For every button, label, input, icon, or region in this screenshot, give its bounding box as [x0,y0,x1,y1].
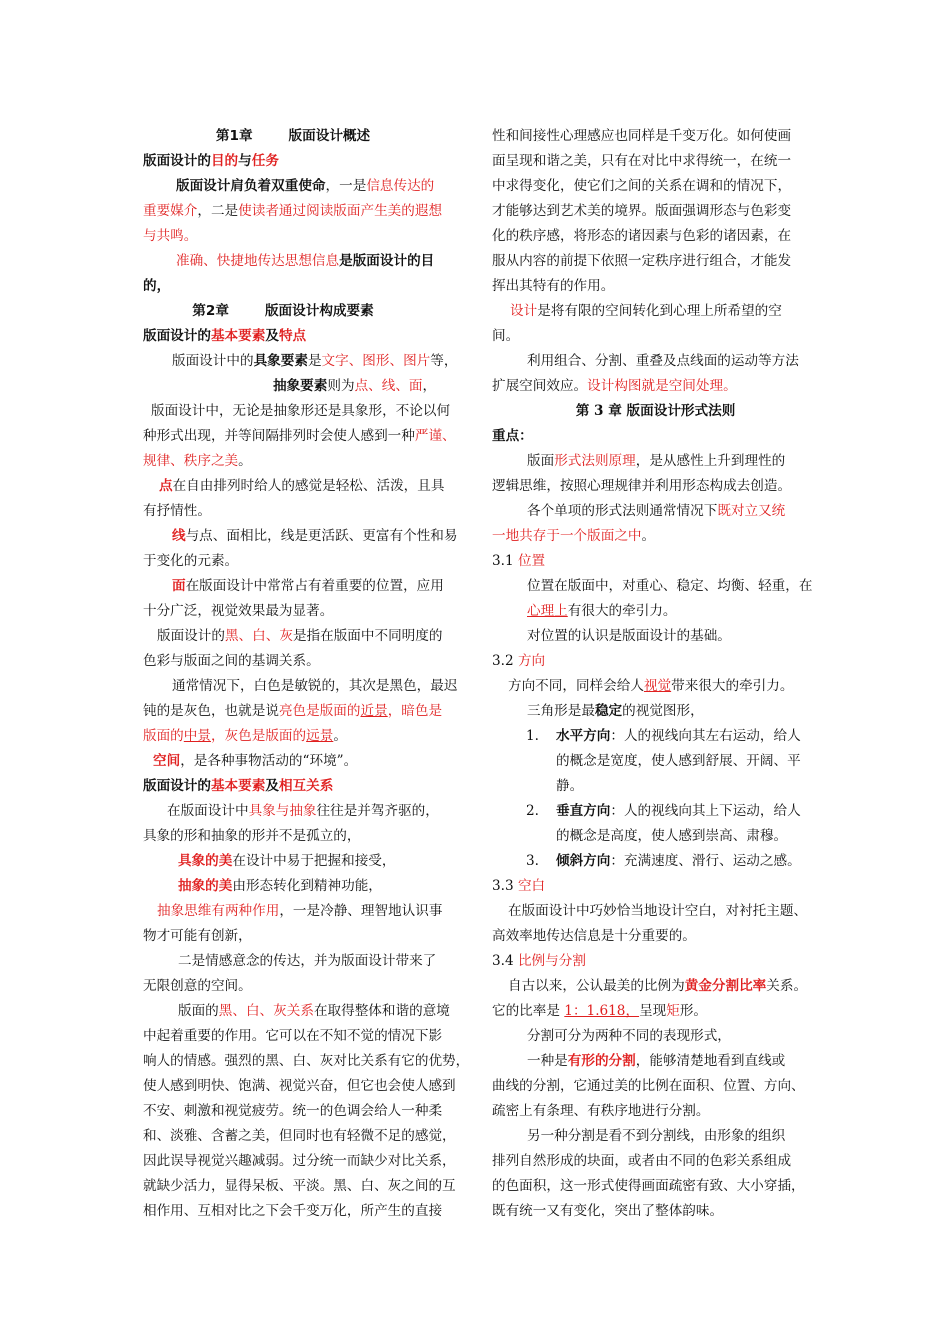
paragraph-line: 版面设计中，无论是抽象形还是具象形，不论以何 [151,403,451,419]
section-3-1-heading: 3.1 位置 [492,553,546,569]
paragraph-line: 中求得变化，使它们之间的关系在调和的情况下， [492,178,792,194]
chapter-2-heading: 第2章 版面设计构成要素 [192,303,374,319]
section-heading-elements: 版面设计的基本要素及特点 [143,328,307,344]
paragraph-line: 无限创意的空间。 [143,978,252,994]
paragraph-line: 通常情况下，白色是敏锐的，其次是黑色，最迟 [172,678,458,694]
paragraph-line: 中起着重要的作用。它可以在不知不觉的情况下影 [143,1028,443,1044]
paragraph-line: 十分广泛，视觉效果最为显著。 [143,603,334,619]
paragraph-line: 性和间接性心理感应也同样是千变万化。如何使画 [492,128,792,144]
paragraph-line: 各个单项的形式法则通常情况下既对立又统 [527,503,786,519]
paragraph-line: 在版面设计中巧妙恰当地设计空白，对衬托主题、 [508,903,808,919]
paragraph-line: 扩展空间效应。设计构图就是空间处理。 [492,378,737,394]
paragraph-line: 版面的中景，灰色是版面的远景。 [143,728,347,744]
paragraph-line: 使人感到明快、饱满、视觉兴奋，但它也会使人感到 [143,1078,456,1094]
list-item: 1. 水平方向：人的视线向其左右运动，给人 的概念是宽度，使人感到舒展、开阔、平 静。 [526,728,801,794]
paragraph-line: 点在自由排列时给人的感觉是轻松、活泼，且具 [159,478,445,494]
paragraph-line: 曲线的分割，它通过美的比例在面积、位置、方向、 [492,1078,805,1094]
paragraph-line: 和、淡雅、含蓄之美，但同时也有轻微不足的感觉， [143,1128,456,1144]
paragraph-line: 高效率地传达信息是十分重要的。 [492,928,696,944]
paragraph-line: 相作用、互相对比之下会千变万化，所产生的直接 [143,1203,443,1219]
paragraph-line: 色彩与版面之间的基调关系。 [143,653,320,669]
paragraph-line: 钝的是灰色，也就是说亮色是版面的近景，暗色是 [143,703,443,719]
paragraph-line: 心理上有很大的牵引力。 [527,603,677,619]
key-points-label: 重点： [492,428,533,444]
paragraph-line: 有抒情性。 [143,503,211,519]
paragraph-line: 间。 [492,328,520,344]
paragraph-line: 版面设计中的具象要素是文字、图形、图片等， [172,353,458,369]
list-item: 3. 倾斜方向：充满速度、滑行、运动之感。 [526,853,801,869]
paragraph-line: 抽象要素则为点、线、面， [273,378,437,394]
list-item: 2. 垂直方向：人的视线向其上下运动，给人 的概念是高度，使人感到崇高、肃穆。 [526,803,801,844]
paragraph-line: 化的秩序感，将形态的诸因素与色彩的诸因素，在 [492,228,792,244]
paragraph-line: 面在版面设计中常常占有着重要的位置，应用 [172,578,444,594]
paragraph-line: 利用组合、分割、重叠及点线面的运动等方法 [527,353,799,369]
paragraph-line: 响人的情感。强烈的黑、白、灰对比关系有它的优势， [143,1053,470,1069]
paragraph-line: 规律、秩序之美。 [143,453,252,469]
paragraph-line: 服从内容的前提下依照一定秩序进行组合，才能发 [492,253,792,269]
section-3-4-heading: 3.4 比例与分割 [492,953,586,969]
paragraph-line: 分割可分为两种不同的表现形式， [527,1028,731,1044]
paragraph-line: 位置在版面中，对重心、稳定、均衡、轻重，在 [527,578,813,594]
paragraph-line: 疏密上有条理、有秩序地进行分割。 [492,1103,710,1119]
paragraph-line: 逻辑思维，按照心理规律并利用形态构成去创造。 [492,478,792,494]
paragraph-line: 自古以来，公认最美的比例为黄金分割比率关系。 [508,978,808,994]
paragraph-line: 具象的美在设计中易于把握和接受， [178,853,396,869]
paragraph-line: 排列自然形成的块面，或者由不同的色彩关系组成 [492,1153,792,1169]
paragraph-line: 抽象思维有两种作用，一是冷静、理智地认识事 [157,903,443,919]
paragraph-line: 就缺少活力，显得呆板、平淡。黑、白、灰之间的互 [143,1178,456,1194]
paragraph-line: 版面的黑、白、灰关系在取得整体和谐的意境 [178,1003,450,1019]
paragraph-line: 版面设计的黑、白、灰是指在版面中不同明度的 [157,628,443,644]
left-column [143,124,470,1224]
paragraph-line: 才能够达到艺术美的境界。版面强调形态与色彩变 [492,203,792,219]
paragraph-line: 方向不同，同样会给人视觉带来很大的牵引力。 [508,678,794,694]
paragraph-line: 它的比率是 1：1.618，呈现矩形。 [492,1003,708,1019]
paragraph-line: 版面形式法则原理，是从感性上升到理性的 [527,453,786,469]
paragraph-line: 具象的形和抽象的形并不是孤立的， [143,828,361,844]
paragraph-line: 空间，是各种事物活动的“环境”。 [153,753,358,769]
paragraph-line: 线与点、面相比，线是更活跃、更富有个性和易 [172,528,458,544]
paragraph-line: 面呈现和谐之美，只有在对比中求得统一，在统一 [492,153,792,169]
paragraph-line: 重要媒介，二是使读者通过阅读版面产生美的遐想 [143,203,443,219]
paragraph-line: 设计是将有限的空间转化到心理上所希望的空 [510,303,782,319]
paragraph-line: 对位置的认识是版面设计的基础。 [527,628,731,644]
paragraph-line: 的， [143,278,171,294]
section-3-3-heading: 3.3 空白 [492,878,546,894]
paragraph-line: 三角形是最稳定的视觉图形， [527,703,704,719]
paragraph-line: 一种是有形的分割，能够清楚地看到直线或 [527,1053,786,1069]
paragraph-line: 抽象的美由形态转化到精神功能， [178,878,382,894]
paragraph-line: 版面设计肩负着双重使命，一是信息传达的 [176,178,435,194]
paragraph-line: 在版面设计中具象与抽象往往是并驾齐驱的， [167,803,439,819]
section-heading-relations: 版面设计的基本要素及相互关系 [143,778,334,794]
paragraph-line: 因此误导视觉兴趣减弱。过分统一而缺少对比关系， [143,1153,456,1169]
paragraph-line: 准确、快捷地传达思想信息是版面设计的目 [176,253,435,269]
right-column [492,124,819,1224]
paragraph-line: 于变化的元素。 [143,553,239,569]
chapter-3-heading: 第 3 章 版面设计形式法则 [575,403,736,419]
paragraph-line: 的色面积，这一形式使得画面疏密有致、大小穿插， [492,1178,805,1194]
section-heading-purpose: 版面设计的目的与任务 [143,153,279,169]
paragraph-line: 另一种分割是看不到分割线，由形象的组织 [527,1128,786,1144]
paragraph-line: 种形式出现，并等间隔排列时会使人感到一种严谨、 [143,428,456,444]
paragraph-line: 既有统一又有变化，突出了整体韵味。 [492,1203,724,1219]
paragraph-line: 物才可能有创新， [143,928,252,944]
paragraph-line: 不安、刺激和视觉疲劳。统一的色调会给人一种柔 [143,1103,443,1119]
section-3-2-heading: 3.2 方向 [492,653,546,669]
chapter-1-heading: 第1章 版面设计概述 [215,128,371,144]
paragraph-line: 与共鸣。 [143,228,198,244]
paragraph-line: 一地共存于一个版面之中。 [492,528,656,544]
paragraph-line: 挥出其特有的作用。 [492,278,615,294]
paragraph-line: 二是情感意念的传达，并为版面设计带来了 [178,953,437,969]
